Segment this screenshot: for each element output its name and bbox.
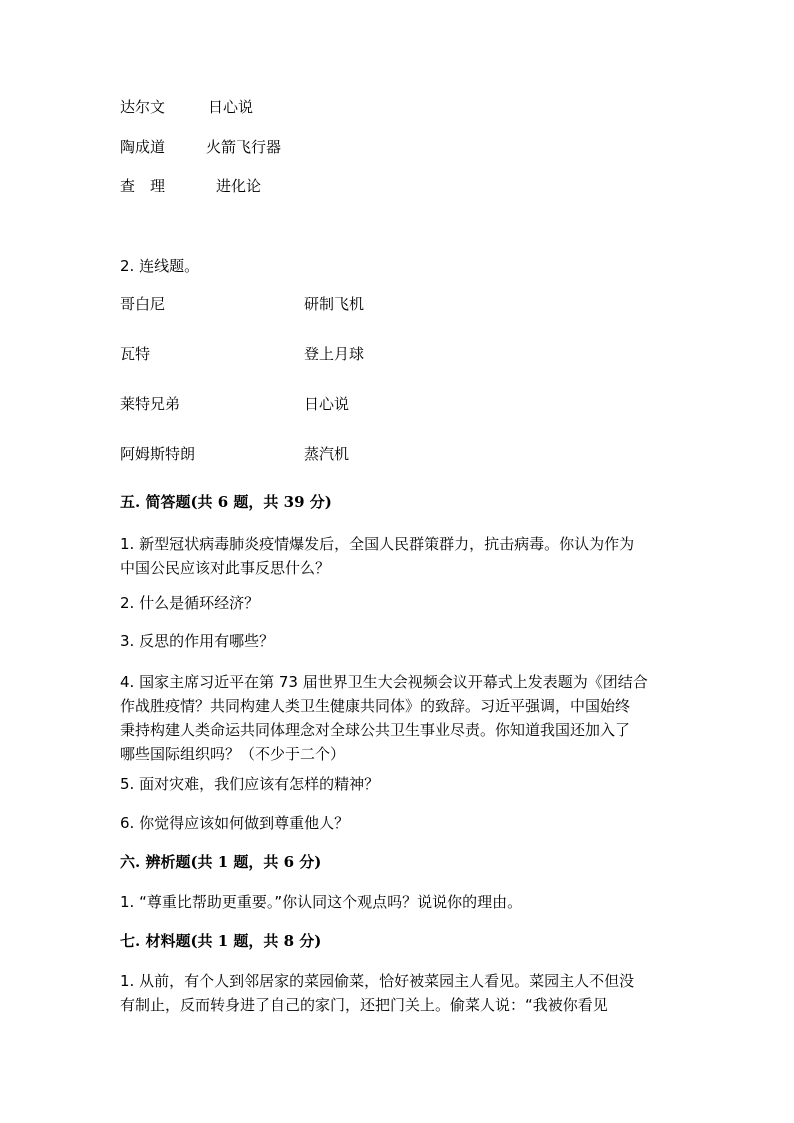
- match1-right-3: 进化论: [216, 177, 262, 195]
- match1-left-3: 查 理: [120, 177, 166, 195]
- section5-q4: [120, 670, 676, 766]
- section5-q1: [120, 532, 676, 580]
- q2-right-1: 研制飞机: [304, 295, 365, 313]
- section5-q6: 6. 你觉得应该如何做到尊重他人？: [120, 814, 350, 832]
- q2-left-1: 哥白尼: [120, 295, 166, 313]
- q2-right-3: 日心说: [304, 395, 350, 413]
- q2-right-4: 蒸汽机: [304, 445, 350, 463]
- section7-q1-line-1: 1. 从前，有个人到邻居家的菜园偷菜，恰好被菜园主人看见。菜园主人不但没: [120, 972, 635, 990]
- section6-title: 六. 辨析题(共 1 题，共 6 分): [120, 853, 322, 871]
- q2-left-2: 瓦特: [120, 345, 151, 363]
- section5-q4-line-3: 秉持构建人类命运共同体理念对全球公共卫生事业尽责。你知道我国还加入了: [120, 721, 631, 739]
- match1-left-1: 达尔文: [120, 98, 166, 116]
- section7-title: 七. 材料题(共 1 题，共 8 分): [120, 932, 322, 950]
- q2-title: 2. 连线题。: [120, 257, 200, 275]
- section5-q4-line-4: 哪些国际组织吗？（不少于二个）: [120, 745, 346, 763]
- section5-q3: 3. 反思的作用有哪些？: [120, 632, 275, 650]
- match1-right-1: 日心说: [208, 98, 254, 116]
- section5-q4-line-2: 作战胜疫情？共同构建人类卫生健康共同体》的致辞。习近平强调，中国始终: [120, 697, 631, 715]
- match1-right-2: 火箭飞行器: [206, 138, 282, 156]
- section5-title: 五. 简答题(共 6 题，共 39 分): [120, 493, 332, 511]
- section5-q5: 5. 面对灾难，我们应该有怎样的精神？: [120, 775, 380, 793]
- q2-left-4: 阿姆斯特朗: [120, 445, 196, 463]
- q2-left-3: 莱特兄弟: [120, 395, 181, 413]
- section5-q1-line-1: 1. 新型冠状病毒肺炎疫情爆发后，全国人民群策群力，抗击病毒。你认为作为: [120, 535, 635, 553]
- section7-q1: [120, 969, 676, 1017]
- section6-q1: 1. “尊重比帮助更重要。”你认同这个观点吗？说说你的理由。: [120, 893, 523, 911]
- q2-right-2: 登上月球: [304, 345, 365, 363]
- section5-q4-line-1: 4. 国家主席习近平在第 73 届世界卫生大会视频会议开幕式上发表题为《团结合: [120, 673, 648, 691]
- section5-q1-line-2: 中国公民应该对此事反思什么？: [120, 559, 331, 577]
- section7-q1-line-2: 有制止，反而转身进了自己的家门，还把门关上。偷菜人说：“我被你看见: [120, 996, 608, 1014]
- match1-left-2: 陶成道: [120, 138, 166, 156]
- section5-q2: 2. 什么是循环经济？: [120, 594, 260, 612]
